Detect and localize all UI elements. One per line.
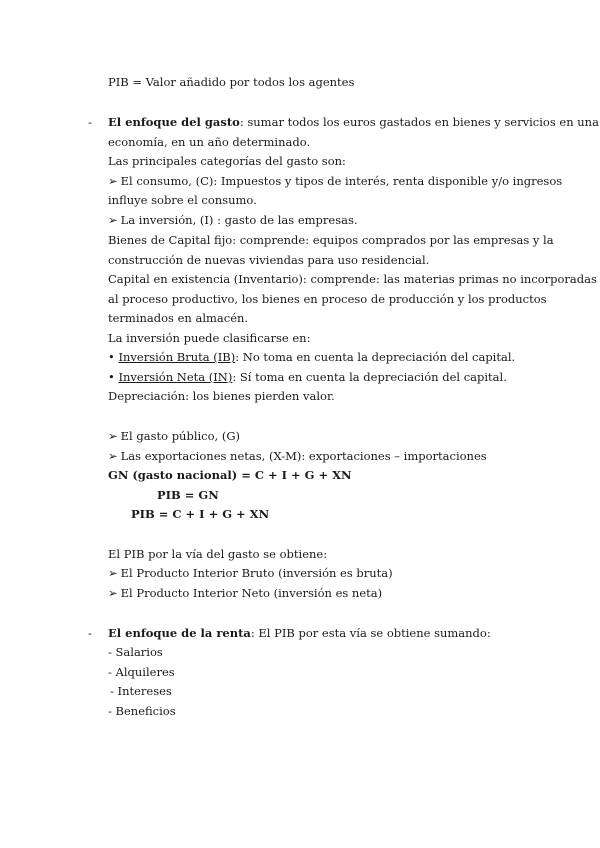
exportaciones-text: Las exportaciones netas, (X-M): exportaciones – importaciones bbox=[120, 449, 487, 463]
section-dash-renta: - bbox=[88, 626, 92, 640]
renta-heading-title: El enfoque de la renta bbox=[108, 626, 251, 640]
depreciacion-line: Depreciación: los bienes pierden valor. bbox=[108, 389, 335, 403]
renta-item-beneficios: - Beneficios bbox=[108, 704, 176, 718]
arrow-bullet-icon: ➢ bbox=[108, 174, 118, 188]
inversion-bruta-line bbox=[108, 349, 515, 365]
inversion-bruta-desc: : No toma en cuenta la depreciación del capital. bbox=[235, 350, 516, 364]
renta-item-intereses: - Intereses bbox=[110, 684, 172, 698]
bienes-capital-line-2: construcción de nuevas viviendas para uso residencial. bbox=[108, 253, 430, 267]
formula-pib: PIB = C + I + G + XN bbox=[131, 507, 270, 521]
capital-existencia-line-3: terminados en almacén. bbox=[108, 311, 249, 325]
bullet-icon: • bbox=[108, 370, 115, 384]
gasto-publico-line bbox=[108, 428, 240, 444]
section-dash-gasto: - bbox=[88, 115, 92, 129]
inversion-bruta-term: Inversión Bruta (IB) bbox=[118, 350, 236, 364]
via-neto-text: El Producto Interior Neto (inversión es neta) bbox=[120, 586, 383, 600]
inversion-clasificacion-intro: La inversión puede clasificarse en: bbox=[108, 331, 311, 345]
bienes-capital-line-1: Bienes de Capital fijo: comprende: equipos comprados por las empresas y la bbox=[108, 233, 554, 247]
capital-existencia-line-1: Capital en existencia (Inventario): comprende: las materias primas no incorporadas bbox=[108, 272, 597, 286]
via-bruto-line bbox=[108, 565, 393, 581]
renta-heading-rest: : El PIB por esta vía se obtiene sumando: bbox=[250, 626, 491, 640]
via-neto-line bbox=[108, 585, 382, 601]
formula-pib-gn: PIB = GN bbox=[157, 488, 219, 502]
inversion-neta-term: Inversión Neta (IN) bbox=[118, 370, 233, 384]
arrow-bullet-icon: ➢ bbox=[108, 566, 118, 580]
gasto-categories-intro: Las principales categorías del gasto son: bbox=[108, 154, 346, 168]
renta-item-alquileres: - Alquileres bbox=[108, 665, 175, 679]
gasto-line-2: economía, en un año determinado. bbox=[108, 135, 311, 149]
via-bruto-text: El Producto Interior Bruto (inversión es bruta) bbox=[120, 566, 393, 580]
via-gasto-intro: El PIB por la vía del gasto se obtiene: bbox=[108, 547, 328, 561]
arrow-bullet-icon: ➢ bbox=[108, 429, 118, 443]
formula-gasto-nacional: GN (gasto nacional) = C + I + G + XN bbox=[108, 468, 352, 482]
inversion-neta-desc: : Sí toma en cuenta la depreciación del capital. bbox=[232, 370, 507, 384]
consumo-line-1 bbox=[108, 173, 562, 189]
inversion-line bbox=[108, 212, 358, 228]
gasto-publico-text: El gasto público, (G) bbox=[120, 429, 241, 443]
consumo-line-2: influye sobre el consumo. bbox=[108, 193, 257, 207]
exportaciones-line bbox=[108, 448, 487, 464]
arrow-bullet-icon: ➢ bbox=[108, 449, 118, 463]
gasto-heading-title: El enfoque del gasto bbox=[108, 115, 240, 129]
gasto-heading-rest: : sumar todos los euros gastados en bienes y servicios en una bbox=[239, 115, 599, 129]
pib-valor-anadido-line: PIB = Valor añadido por todos los agentes bbox=[108, 75, 355, 89]
inversion-text: La inversión, (I) : gasto de las empresas. bbox=[120, 213, 358, 227]
capital-existencia-line-2: al proceso productivo, los bienes en proceso de producción y los productos bbox=[108, 292, 547, 306]
renta-heading-line bbox=[108, 625, 491, 641]
arrow-bullet-icon: ➢ bbox=[108, 213, 118, 227]
renta-item-salarios: - Salarios bbox=[108, 645, 163, 659]
inversion-neta-line bbox=[108, 369, 507, 385]
gasto-heading-line bbox=[108, 114, 599, 130]
consumo-text: El consumo, (C): Impuestos y tipos de interés, renta disponible y/o ingresos bbox=[120, 174, 563, 188]
bullet-icon: • bbox=[108, 350, 115, 364]
arrow-bullet-icon: ➢ bbox=[108, 586, 118, 600]
